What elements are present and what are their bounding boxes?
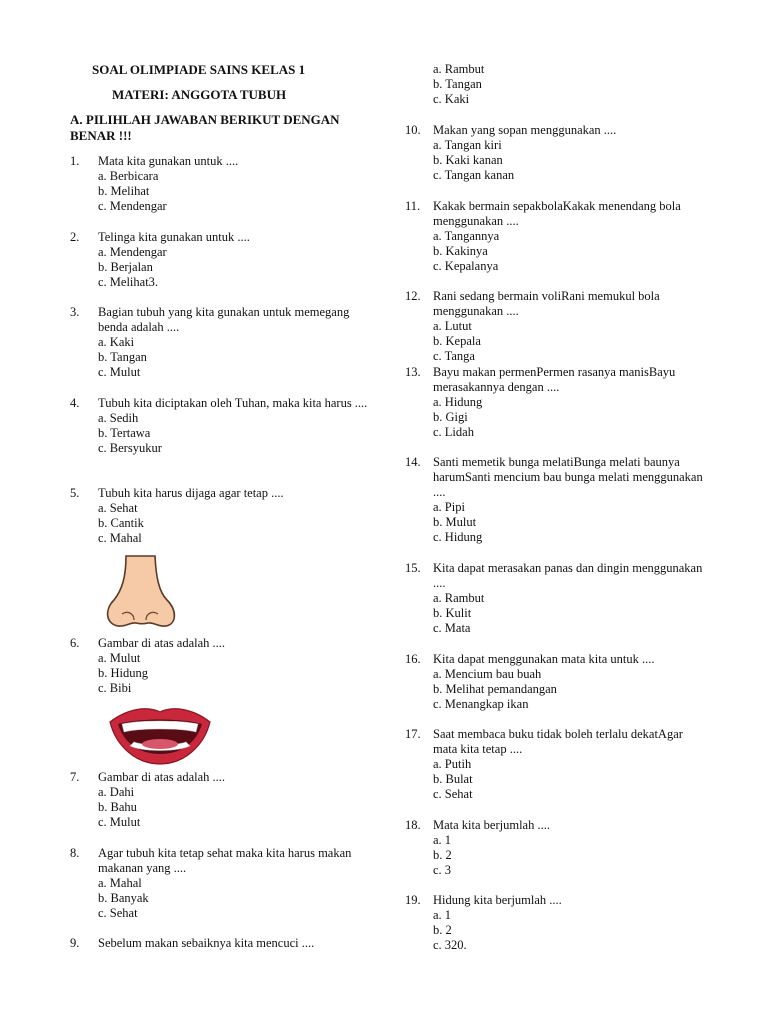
question-15	[405, 561, 705, 637]
option-b: b. Melihat pemandangan	[433, 682, 557, 697]
option-a: a. Mulut	[98, 651, 141, 665]
option-a: a. Tangannya	[433, 229, 500, 243]
option-c: c. Hidung	[433, 530, 483, 545]
question-1	[70, 154, 370, 215]
option-c: c. Melihat3.	[98, 275, 159, 290]
question-text: Bagian tubuh yang kita gunakan untuk memegang benda adalah ....	[98, 305, 350, 334]
option-c: c. 3	[433, 863, 452, 878]
question-7	[70, 770, 370, 831]
mouth-picture	[108, 704, 212, 766]
nose-picture	[100, 552, 180, 632]
option-c: c. Bibi	[98, 681, 132, 696]
question-10	[405, 123, 705, 184]
question-number: 3.	[70, 305, 80, 319]
question-text: Kakak bermain sepakbolaKakak menendang bola menggunakan ....	[433, 199, 681, 228]
question-text: Tubuh kita diciptakan oleh Tuhan, maka kita harus ....	[98, 396, 368, 410]
option-c: c. Sehat	[98, 906, 138, 921]
option-a: a. Lutut	[433, 319, 472, 333]
question-13	[405, 365, 705, 441]
question-18	[405, 818, 705, 879]
question-number: 13.	[405, 365, 421, 379]
option-c: c. Kaki	[433, 92, 470, 107]
question-9	[70, 936, 370, 951]
question-4	[70, 396, 370, 457]
question-text: Telinga kita gunakan untuk ....	[98, 230, 250, 244]
question-number: 1.	[70, 154, 80, 168]
option-b: b. Bahu	[98, 800, 137, 815]
question-text: Mata kita gunakan untuk ....	[98, 154, 239, 168]
option-a: a. Putih	[433, 757, 472, 771]
option-b: b. Banyak	[98, 891, 149, 906]
question-text: Kita dapat menggunakan mata kita untuk ....	[433, 652, 655, 666]
option-b: b. Melihat	[98, 184, 150, 199]
question-14	[405, 455, 705, 546]
option-b: b. Tangan	[98, 350, 147, 365]
option-a: a. Rambut	[433, 591, 485, 605]
question-6	[70, 636, 370, 697]
option-b: b. Kakinya	[433, 244, 488, 259]
page-title: SOAL OLIMPIADE SAINS KELAS 1	[92, 62, 306, 77]
option-b: b. Kulit	[433, 606, 472, 621]
question-text: Hidung kita berjumlah ....	[433, 893, 562, 907]
question-text: Tubuh kita harus dijaga agar tetap ....	[98, 486, 284, 500]
option-a: a. 1	[433, 833, 452, 847]
question-text: Sebelum makan sebaiknya kita mencuci ....	[98, 936, 315, 950]
option-c: c. Menangkap ikan	[433, 697, 529, 712]
option-a: a. Mencium bau buah	[433, 667, 542, 681]
question-number: 2.	[70, 230, 80, 244]
option-a: a. Kaki	[98, 335, 135, 349]
option-c: c. Mulut	[98, 365, 141, 380]
question-11	[405, 199, 705, 275]
option-b: b. Kaki kanan	[433, 153, 503, 168]
question-text: Makan yang sopan menggunakan ....	[433, 123, 617, 137]
question-number: 14.	[405, 455, 421, 469]
question-number: 16.	[405, 652, 421, 666]
option-c: c. Sehat	[433, 787, 473, 802]
question-text: Bayu makan permenPermen rasanya manisBayu merasakannya dengan ....	[433, 365, 676, 394]
option-a: a. Sedih	[98, 411, 139, 425]
option-b: b. Hidung	[98, 666, 148, 681]
question-8	[70, 846, 370, 922]
option-a: a. Hidung	[433, 395, 483, 409]
option-c: c. Tanga	[433, 349, 475, 364]
question-12	[405, 289, 705, 365]
option-b: b. Kepala	[433, 334, 481, 349]
option-b: b. Tertawa	[98, 426, 151, 441]
question-number: 12.	[405, 289, 421, 303]
question-text: Agar tubuh kita tetap sehat maka kita harus makan makanan yang ....	[98, 846, 352, 875]
option-c: c. Mendengar	[98, 199, 167, 214]
question-text: Saat membaca buku tidak boleh terlalu dekatAgar mata kita tetap ....	[433, 727, 683, 756]
question-text: Kita dapat merasakan panas dan dingin menggunakan ....	[433, 561, 703, 590]
question-9-options	[405, 62, 705, 108]
question-number: 7.	[70, 770, 80, 784]
question-number: 18.	[405, 818, 421, 832]
option-c: c. 320.	[433, 938, 467, 953]
question-19	[405, 893, 705, 954]
question-text: Gambar di atas adalah ....	[98, 636, 226, 650]
option-b: b. 2	[433, 848, 452, 863]
option-b: b. Mulut	[433, 515, 477, 530]
page-subtitle: MATERI: ANGGOTA TUBUH	[112, 87, 287, 102]
question-text: Santi memetik bunga melatiBunga melati baunya harumSanti mencium bau bunga melati menggunakan ....	[433, 455, 703, 499]
question-number: 15.	[405, 561, 421, 575]
option-c: c. Tangan kanan	[433, 168, 515, 183]
question-text: Rani sedang bermain voliRani memukul bola menggunakan ....	[433, 289, 660, 318]
section-instruction: A. PILIHLAH JAWABAN BERIKUT DENGAN BENAR !!!	[70, 112, 340, 143]
option-a: a. Berbicara	[98, 169, 159, 183]
question-text: Mata kita berjumlah ....	[433, 818, 550, 832]
question-3	[70, 305, 370, 381]
question-number: 5.	[70, 486, 80, 500]
question-number: 6.	[70, 636, 80, 650]
option-a: a. 1	[433, 908, 452, 922]
option-a: a. Tangan kiri	[433, 138, 502, 152]
option-b: b. Bulat	[433, 772, 473, 787]
question-number: 4.	[70, 396, 80, 410]
option-b: b. 2	[433, 923, 452, 938]
option-b: b. Gigi	[433, 410, 468, 425]
option-b: b. Cantik	[98, 516, 144, 531]
option-c: c. Lidah	[433, 425, 474, 440]
question-number: 9.	[70, 936, 80, 950]
question-17	[405, 727, 705, 803]
option-b: b. Tangan	[433, 77, 482, 92]
option-a: a. Pipi	[433, 500, 465, 514]
option-a: a. Mahal	[98, 876, 142, 890]
option-c: c. Mahal	[98, 531, 142, 546]
option-c: c. Mata	[433, 621, 471, 636]
question-number: 8.	[70, 846, 80, 860]
option-a: a. Sehat	[98, 501, 138, 515]
option-a: a. Mendengar	[98, 245, 167, 259]
question-number: 19.	[405, 893, 421, 907]
question-number: 11.	[405, 199, 421, 213]
option-a: a. Dahi	[98, 785, 135, 799]
question-5	[70, 486, 370, 547]
question-text: Gambar di atas adalah ....	[98, 770, 226, 784]
option-c: c. Mulut	[98, 815, 141, 830]
option-b: b. Berjalan	[98, 260, 153, 275]
question-number: 10.	[405, 123, 421, 137]
question-number: 17.	[405, 727, 421, 741]
option-c: c. Bersyukur	[98, 441, 162, 456]
option-c: c. Kepalanya	[433, 259, 499, 274]
question-16	[405, 652, 705, 713]
option-a: a. Rambut	[433, 62, 485, 76]
question-2	[70, 230, 370, 291]
